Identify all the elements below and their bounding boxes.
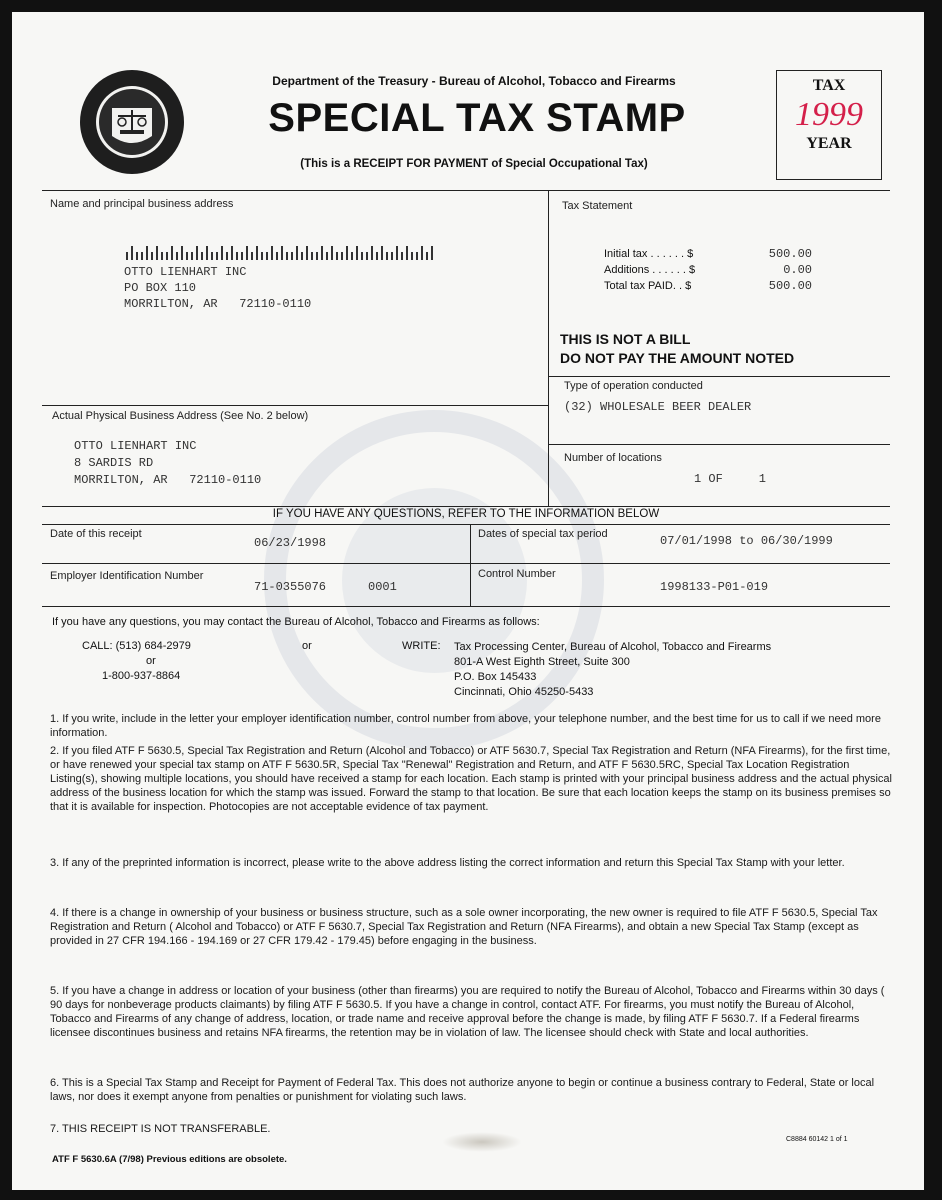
form-code: C8884 60142 1 of 1 bbox=[786, 1136, 848, 1143]
receipt-date-label: Date of this receipt bbox=[50, 528, 142, 540]
mailing-line-3: MORRILTON, AR 72110-0110 bbox=[124, 297, 312, 311]
instruction-1: 1. If you write, include in the letter your employer identification number, control number from above, your telephone number, and the best time for us to call if we need more information. bbox=[50, 713, 881, 739]
tax-statement-values bbox=[742, 246, 812, 294]
ein-value: 71-0355076 bbox=[254, 580, 327, 594]
not-a-bill-notice bbox=[560, 330, 794, 368]
notice-line-2: DO NOT PAY THE AMOUNT NOTED bbox=[560, 350, 795, 366]
ink-smudge bbox=[442, 1132, 522, 1152]
physical-address-label: Actual Physical Business Address (See No. 2 below) bbox=[52, 410, 309, 422]
write-address bbox=[454, 640, 771, 700]
mailing-line-1: OTTO LIENHART INC bbox=[124, 265, 247, 279]
total-tax-value: 500.00 bbox=[768, 279, 812, 293]
tax-statement-label: Tax Statement bbox=[562, 200, 633, 212]
write-address-line-2: 801-A West Eighth Street, Suite 300 bbox=[454, 656, 630, 668]
initial-tax-value: 500.00 bbox=[768, 247, 812, 261]
ein-label: Employer Identification Number bbox=[50, 570, 204, 582]
tax-year-box bbox=[776, 70, 882, 180]
locations-value: 1 OF 1 bbox=[694, 472, 767, 486]
write-address-line-4: Cincinnati, Ohio 45250-5433 bbox=[454, 686, 594, 698]
department-heading: Department of the Treasury - Bureau of Alcohol, Tobacco and Firearms bbox=[272, 74, 676, 88]
instruction-5: 5. If you have a change in address or location of your business (other than firearms) you are required to notify the Bureau of Alcohol, Tobacco and Firearms within 30 days ( 90 days for nonbeverage products claimants) by filing ATF F 5630.5. If you have a change in control, contact ATF. For firearms, you must notify the Bureau of Alcohol, Tobacco and Firearms of any change of address, location, or trade name and receive approval before the change is made, by filing ATF F 5630.7. If a Federal firearms licensee discontinues business and retains NFA firearms, the retention may be in violation of law. The licensee should check with State and local authorities. bbox=[50, 985, 885, 1039]
ein-suffix: 0001 bbox=[368, 580, 397, 594]
contact-intro: If you have any questions, you may contact the Bureau of Alcohol, Tobacco and Firearms as follows: bbox=[52, 616, 540, 628]
document-subtitle: (This is a RECEIPT FOR PAYMENT of Special Occupational Tax) bbox=[300, 158, 648, 170]
form-identifier: ATF F 5630.6A (7/98) Previous editions are obsolete. bbox=[52, 1154, 287, 1165]
mailing-address bbox=[124, 264, 311, 312]
write-label: WRITE: bbox=[402, 640, 441, 652]
receipt-date-value: 06/23/1998 bbox=[254, 536, 327, 550]
instruction-4: 4. If there is a change in ownership of your business or business structure, such as a sole owner incorporating, the new owner is required to file ATF F 5630.5, Special Tax Registration and Return ( Alcohol and Tobacco) or ATF F 5630.7, Special Tax Registration and Return (NFA Firearms), and obtain a new Special Tax Stamp (except as provided in 27 CFR 194.166 - 194.169 or 27 CFR 179.42 - 179.45) before engaging in the business. bbox=[50, 907, 878, 947]
mailing-line-2: PO BOX 110 bbox=[124, 281, 197, 295]
operation-value: (32) WHOLESALE BEER DEALER bbox=[564, 400, 752, 414]
contact-or-mid: or bbox=[302, 640, 312, 652]
instruction-7: 7. THIS RECEIPT IS NOT TRANSFERABLE. bbox=[50, 1123, 271, 1135]
tax-period-label: Dates of special tax period bbox=[478, 528, 608, 540]
total-tax-label: Total tax PAID. . $ bbox=[604, 280, 692, 292]
questions-banner: IF YOU HAVE ANY QUESTIONS, REFER TO THE INFORMATION BELOW bbox=[272, 508, 660, 520]
instruction-3: 3. If any of the preprinted information is incorrect, please write to the above address listing the correct information and return this Special Tax Stamp with your letter. bbox=[50, 857, 845, 869]
additions-label: Additions . . . . . . $ bbox=[604, 264, 696, 276]
tax-period-value: 07/01/1998 to 06/30/1999 bbox=[660, 534, 833, 548]
tax-statement-labels bbox=[604, 246, 714, 294]
physical-line-1: OTTO LIENHART INC bbox=[74, 439, 197, 453]
control-number-label: Control Number bbox=[478, 568, 556, 580]
tax-stamp-document bbox=[12, 12, 924, 1190]
write-address-line-3: P.O. Box 145433 bbox=[454, 671, 537, 683]
bureau-seal-icon bbox=[78, 68, 186, 176]
control-number-value: 1998133-P01-019 bbox=[660, 580, 769, 594]
tax-year: 1999 bbox=[795, 96, 863, 133]
contact-or: or bbox=[146, 655, 156, 667]
notice-line-1: THIS IS NOT A BILL bbox=[560, 331, 691, 347]
write-address-line-1: Tax Processing Center, Bureau of Alcohol, Tobacco and Firearms bbox=[454, 641, 772, 653]
operation-label: Type of operation conducted bbox=[564, 380, 703, 392]
physical-address bbox=[74, 438, 261, 489]
year-label: YEAR bbox=[806, 135, 852, 152]
physical-line-3: MORRILTON, AR 72110-0110 bbox=[74, 473, 262, 487]
tax-label: TAX bbox=[812, 77, 846, 94]
locations-label: Number of locations bbox=[564, 452, 662, 464]
instruction-2: 2. If you filed ATF F 5630.5, Special Tax Registration and Return (Alcohol and Tobacco) or ATF 5630.7, Special Tax Registration and Return (NFA Firearms), for the first time, or have renewed your special tax stamp on ATF F 5630.5R, Special Tax "Renewal" Registration and Return, and ATF F 5630.5RC, Special Tax Location Registration Listing(s), showing multiple locations, you should have received a stamp for each location. Each stamp is printed with your principal business address and the actual physical address of the business location for which the stamp was issued. Forward the stamp to that location. Be sure that each location keeps the stamp on its business premises so that it is available for inspection. Photocopies are not acceptable evidence of tax payment. bbox=[50, 745, 892, 813]
additions-value: 0.00 bbox=[783, 263, 812, 277]
physical-line-2: 8 SARDIS RD bbox=[74, 456, 154, 470]
instruction-6: 6. This is a Special Tax Stamp and Receipt for Payment of Federal Tax. This does not authorize anyone to begin or continue a business contrary to Federal, State or local laws, nor does it exempt anyone from penalties or punishment for violating such laws. bbox=[50, 1077, 875, 1103]
initial-tax-label: Initial tax . . . . . . $ bbox=[604, 248, 694, 260]
mailing-address-label: Name and principal business address bbox=[50, 198, 234, 210]
postal-barcode-icon bbox=[124, 246, 434, 260]
contact-phone-2: 1-800-937-8864 bbox=[102, 670, 181, 682]
document-title: SPECIAL TAX STAMP bbox=[268, 96, 686, 140]
contact-call: CALL: (513) 684-2979 bbox=[82, 640, 191, 652]
